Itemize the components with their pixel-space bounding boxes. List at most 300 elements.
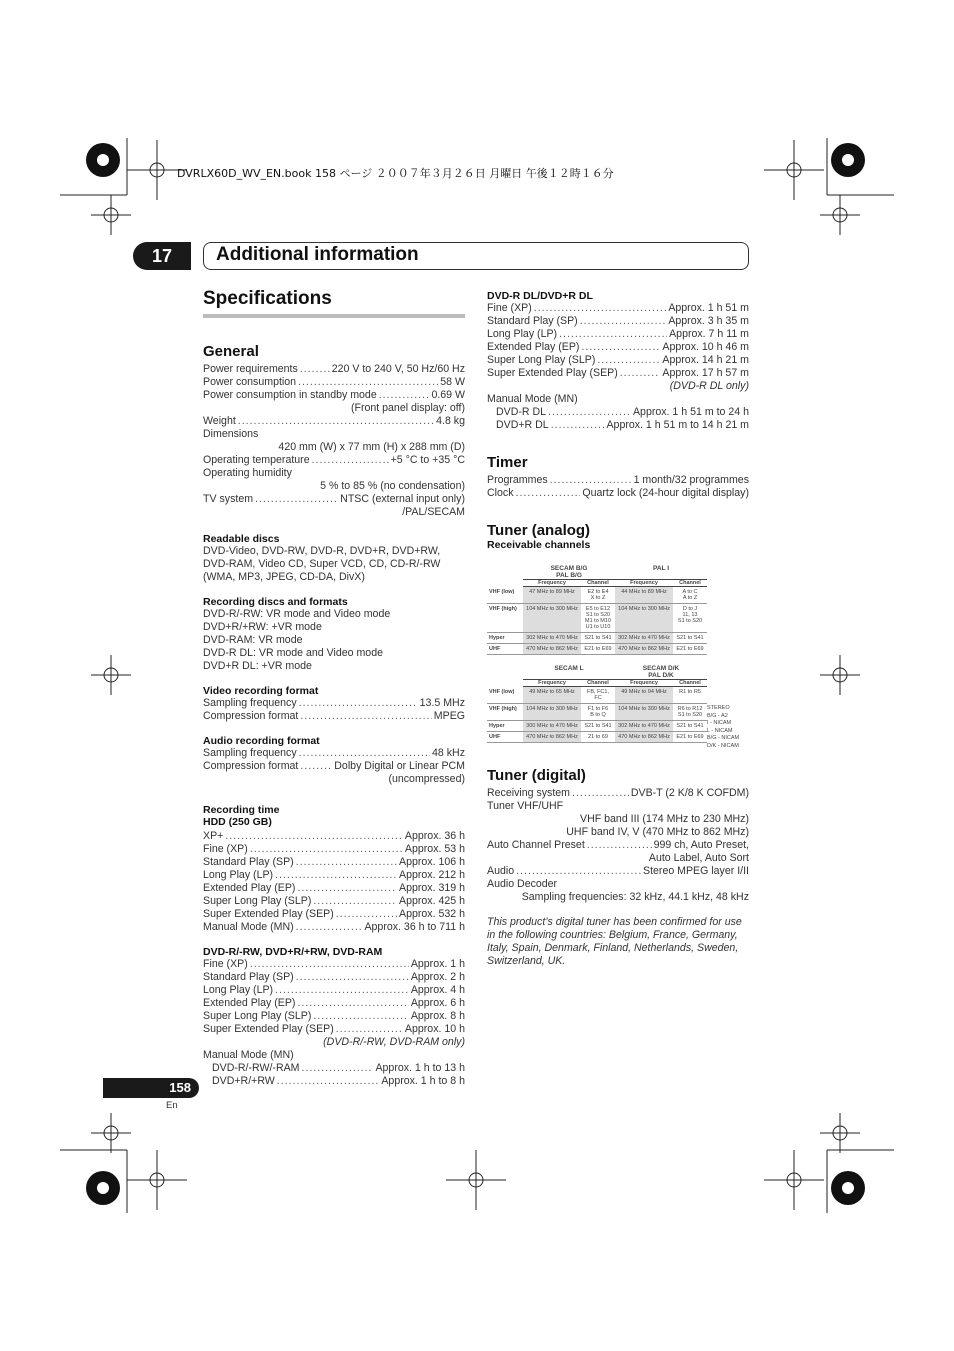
spec-value: 4.8 kg (436, 415, 465, 427)
spec-row (487, 787, 749, 800)
spec-label: Super Long Play (SLP) (203, 895, 312, 907)
dvd-rw-heading: DVD-R/-RW, DVD+R/+RW, DVD-RAM (203, 946, 383, 958)
title-rule (203, 314, 465, 318)
recording-discs-list (203, 608, 465, 673)
band-label: VHF (low) (487, 587, 523, 604)
channel-cell: S21 to S41 (673, 633, 707, 644)
page-number: 158 (103, 1078, 199, 1098)
spec-value: NTSC (external input only) (340, 493, 465, 505)
dot-leader (620, 367, 661, 380)
spec-label: DVD+R/+RW (212, 1075, 275, 1087)
stereo-notes: STEREO B/G - A2 I - NICAM L - NICAM B/G - NICAM D/K - NICAM (707, 705, 740, 749)
channel-cell: 104 MHz to 300 MHz (615, 604, 673, 633)
channel-row (487, 644, 707, 655)
channel-cell: E21 to E69 (673, 732, 707, 743)
spec-label: Sampling frequency (203, 747, 297, 759)
text-line: (WMA, MP3, JPEG, CD-DA, DivX) (203, 571, 365, 583)
spec-label: Audio Decoder (487, 878, 558, 890)
column-header: Channel (581, 680, 615, 687)
digital-tuner-note (487, 916, 749, 968)
dot-leader (313, 895, 397, 908)
spec-row (203, 869, 465, 882)
dvd-rw-manual-times (203, 1062, 465, 1088)
spec-label: Extended Play (EP) (487, 341, 580, 353)
spec-label: Standard Play (SP) (487, 315, 578, 327)
spec-value: Approx. 1 h (410, 958, 465, 970)
video-format-specs (203, 697, 465, 723)
recording-time-heading: Recording time (203, 804, 280, 816)
dvd-dl-manual-label: Manual Mode (MN) (487, 393, 578, 405)
chapter-title: Additional information (216, 244, 419, 265)
spec-value: (uncompressed) (388, 773, 465, 785)
dot-leader (336, 908, 397, 921)
channel-cell: 44 MHz to 89 MHz (615, 587, 673, 604)
text-line: DVD+R DL: +VR mode (203, 660, 312, 672)
band-label: Hyper (487, 721, 523, 732)
spec-row (203, 415, 465, 428)
spec-value: Approx. 36 h (404, 830, 465, 842)
system-header: PAL I (615, 565, 707, 580)
column-header: Frequency (615, 680, 673, 687)
spec-value: Approx. 212 h (399, 869, 465, 881)
dot-leader (275, 869, 397, 882)
channel-row (487, 587, 707, 604)
channel-cell: 302 MHz to 470 MHz (523, 633, 581, 644)
spec-label: Power consumption in standby mode (203, 389, 377, 401)
spec-row (203, 402, 465, 415)
dvd-rw-note: (DVD-R/-RW, DVD-RAM only) (323, 1036, 465, 1048)
specifications-title: Specifications (203, 288, 332, 309)
spec-label: Audio (487, 865, 515, 877)
dot-leader (298, 376, 438, 389)
text-line: in the following countries: Belgium, France, Germany, (487, 929, 738, 941)
band-label: Hyper (487, 633, 523, 644)
channel-cell: 49 MHz to 65 MHz (523, 687, 581, 704)
file-header: DVRLX60D_WV_EN.book 158 ページ ２００７年３月２６日 月曜日 午後１２時１６分 (177, 167, 614, 180)
spec-label: Fine (XP) (203, 843, 248, 855)
spec-row (487, 852, 749, 865)
spec-value: Dolby Digital or Linear PCM (334, 760, 465, 772)
spec-value: 999 ch, Auto Preset, (653, 839, 749, 851)
channel-cell: D to J 11, 13 S1 to S20 (673, 604, 707, 633)
spec-value: DVB-T (2 K/8 K COFDM) (630, 787, 749, 799)
left-column (203, 288, 465, 1088)
spec-label: Super Long Play (SLP) (203, 1010, 312, 1022)
spec-row (487, 328, 749, 341)
page-language: En (166, 1100, 178, 1111)
channel-cell: 302 MHz to 470 MHz (615, 721, 673, 732)
spec-label: Extended Play (EP) (203, 882, 296, 894)
spec-label: DVD-R DL (496, 406, 547, 418)
spec-label: Power consumption (203, 376, 297, 388)
column-header: Frequency (523, 680, 581, 687)
spec-value: Approx. 532 h (399, 908, 465, 920)
video-format-heading: Video recording format (203, 685, 319, 697)
band-label: UHF (487, 644, 523, 655)
spec-row (203, 454, 465, 467)
dot-leader (297, 882, 397, 895)
column-header: Channel (673, 580, 707, 587)
spec-label: Compression format (203, 760, 299, 772)
spec-row (203, 428, 465, 441)
header-spacer (487, 580, 523, 587)
dot-leader (299, 747, 430, 760)
channel-cell: E21 to E69 (581, 644, 615, 655)
band-label: VHF (high) (487, 604, 523, 633)
text-line: DVD-RAM: VR mode (203, 634, 303, 646)
channel-table-2 (487, 665, 749, 749)
spec-value: Approx. 8 h (410, 1010, 465, 1022)
spec-row (203, 1010, 465, 1023)
spec-value: 48 kHz (432, 747, 465, 759)
spec-label: Super Long Play (SLP) (487, 354, 596, 366)
spec-label: Long Play (LP) (203, 984, 274, 996)
spec-value: 1 month/32 programmes (633, 474, 749, 486)
spec-label: Super Extended Play (SEP) (203, 908, 334, 920)
tuner-analog-heading: Tuner (analog) (487, 522, 591, 539)
spec-value: VHF band III (174 MHz to 230 MHz) (580, 813, 749, 825)
spec-label: XP+ (203, 830, 224, 842)
spec-row (203, 480, 465, 493)
channel-cell: 104 MHz to 300 MHz (523, 704, 581, 721)
channel-cell: 470 MHz to 862 MHz (615, 732, 673, 743)
spec-row (203, 921, 465, 934)
spec-row (487, 487, 749, 500)
spec-row (487, 315, 749, 328)
column-header: Channel (581, 580, 615, 587)
audio-format-specs (203, 747, 465, 786)
spec-row (203, 760, 465, 773)
spec-value: 420 mm (W) x 77 mm (H) x 288 mm (D) (278, 441, 465, 453)
hdd-recording-times (203, 830, 465, 934)
spec-label: Power requirements (203, 363, 298, 375)
spec-label: DVD+R DL (496, 419, 549, 431)
spec-row (487, 354, 749, 367)
spec-row (212, 1062, 465, 1075)
spec-value: Approx. 1 h 51 m to 24 h (632, 406, 749, 418)
dot-leader (534, 302, 667, 315)
channel-cell: E2 to E4 X to Z (581, 587, 615, 604)
spec-value: Approx. 1 h 51 m to 14 h 21 m (606, 419, 749, 431)
spec-label: Extended Play (EP) (203, 997, 296, 1009)
dot-leader (250, 843, 403, 856)
dot-leader (312, 454, 389, 467)
dvd-dl-note: (DVD-R DL only) (669, 380, 749, 392)
channel-cell: F1 to F6 B to Q (581, 704, 615, 721)
channel-cell: S21 to S41 (581, 633, 615, 644)
spec-value: Approx. 36 h to 711 h (364, 921, 465, 933)
spec-value: Approx. 1 h to 8 h (381, 1075, 465, 1087)
spec-row (487, 891, 749, 904)
dvd-rw-manual-label: Manual Mode (MN) (203, 1049, 294, 1061)
spec-row (203, 747, 465, 760)
spec-row (487, 878, 749, 891)
spec-row (487, 826, 749, 839)
dot-leader (296, 921, 363, 934)
spec-row (203, 843, 465, 856)
channel-cell: 21 to 69 (581, 732, 615, 743)
spec-row (203, 363, 465, 376)
spec-value: Approx. 4 h (410, 984, 465, 996)
spec-label: Standard Play (SP) (203, 971, 294, 983)
dot-leader (302, 1062, 374, 1075)
spec-label: TV system (203, 493, 254, 505)
channel-cell: E21 to E69 (673, 644, 707, 655)
spec-row (487, 474, 749, 487)
dot-leader (559, 328, 667, 341)
channel-cell: S21 to S41 (581, 721, 615, 732)
spec-value: Approx. 7 h 11 m (669, 328, 749, 340)
spec-row (203, 467, 465, 480)
spec-value: (Front panel display: off) (350, 402, 465, 414)
spec-label: Long Play (LP) (487, 328, 558, 340)
text-line: DVD-Video, DVD-RW, DVD-R, DVD+R, DVD+RW, (203, 545, 441, 557)
text-line: This product’s digital tuner has been confirmed for use (487, 916, 742, 928)
text-line: Switzerland, UK. (487, 955, 566, 967)
spec-row (203, 958, 465, 971)
timer-heading: Timer (487, 454, 528, 471)
spec-value: +5 °C to +35 °C (390, 454, 465, 466)
dot-leader (587, 839, 652, 852)
channel-cell: 300 MHz to 470 MHz (523, 721, 581, 732)
channel-row (487, 704, 707, 721)
general-specs (203, 363, 465, 519)
spec-row (487, 839, 749, 852)
spec-row (203, 830, 465, 843)
spec-value: UHF band IV, V (470 MHz to 862 MHz) (566, 826, 749, 838)
channel-row (487, 633, 707, 644)
spec-row (487, 302, 749, 315)
spec-label: Fine (XP) (487, 302, 532, 314)
channel-row (487, 721, 707, 732)
general-heading: General (203, 343, 259, 360)
column-header: Frequency (523, 580, 581, 587)
channel-table-1 (487, 565, 749, 655)
spec-label: Auto Channel Preset (487, 839, 585, 851)
recording-discs-heading: Recording discs and formats (203, 596, 348, 608)
dot-leader (297, 997, 408, 1010)
spec-label: Manual Mode (MN) (203, 921, 294, 933)
dot-leader (277, 1075, 380, 1088)
spec-value: Approx. 1 h to 13 h (375, 1062, 465, 1074)
spec-label: DVD-R/-RW/-RAM (212, 1062, 300, 1074)
dvd-dl-heading: DVD-R DL/DVD+R DL (487, 290, 593, 302)
spec-value: 5 % to 85 % (no condensation) (320, 480, 465, 492)
channel-cell: A to C A to Z (673, 587, 707, 604)
system-header: SECAM B/G PAL B/G (523, 565, 615, 580)
receivable-channels-heading: Receivable channels (487, 539, 591, 551)
spec-row (203, 997, 465, 1010)
spec-label: Weight (203, 415, 236, 427)
spec-value: Sampling frequencies: 32 kHz, 44.1 kHz, 48 kHz (521, 891, 749, 903)
spec-value: Approx. 17 h 57 m (662, 367, 749, 379)
channel-cell: S21 to S41 (673, 721, 707, 732)
dvd-dl-manual-times (487, 406, 749, 432)
spec-value: Approx. 2 h (410, 971, 465, 983)
channel-cell: 470 MHz to 862 MHz (615, 644, 673, 655)
system-header: SECAM D/K PAL D/K (615, 665, 707, 680)
spec-row (487, 341, 749, 354)
spec-row (203, 710, 465, 723)
header-spacer (487, 565, 523, 580)
text-line: DVD+R/+RW: +VR mode (203, 621, 322, 633)
dot-leader (275, 984, 409, 997)
dot-leader (300, 710, 431, 723)
band-label: VHF (high) (487, 704, 523, 721)
dot-leader (300, 760, 332, 773)
spec-label: Programmes (487, 474, 548, 486)
spec-value: Approx. 53 h (404, 843, 465, 855)
header-spacer (487, 665, 523, 680)
audio-format-heading: Audio recording format (203, 735, 320, 747)
spec-value: 0.69 W (431, 389, 465, 401)
spec-value: Approx. 10 h 46 m (662, 341, 749, 353)
channel-cell: FB, FC1, FC (581, 687, 615, 704)
channel-cell: 470 MHz to 862 MHz (523, 732, 581, 743)
spec-label: Super Extended Play (SEP) (203, 1023, 334, 1035)
spec-label: Tuner VHF/UHF (487, 800, 564, 812)
spec-row (203, 971, 465, 984)
spec-value: Auto Label, Auto Sort (648, 852, 749, 864)
spec-row (203, 697, 465, 710)
spec-row (203, 984, 465, 997)
spec-row (203, 908, 465, 921)
spec-value: Approx. 10 h (404, 1023, 465, 1035)
hdd-heading: HDD (250 GB) (203, 816, 272, 828)
readable-discs-list (203, 545, 465, 584)
band-label: UHF (487, 732, 523, 743)
spec-value: Quartz lock (24-hour digital display) (582, 487, 749, 499)
column-header: Frequency (615, 580, 673, 587)
channel-row (487, 604, 707, 633)
column-header: Channel (673, 680, 707, 687)
spec-value: Approx. 106 h (399, 856, 465, 868)
channel-cell: 47 MHz to 89 MHz (523, 587, 581, 604)
dot-leader (516, 487, 581, 500)
text-line: DVD-RAM, Video CD, Super VCD, CD, CD-R/-RW (203, 558, 441, 570)
spec-value: 58 W (440, 376, 465, 388)
spec-label: Compression format (203, 710, 299, 722)
spec-label: Standard Play (SP) (203, 856, 294, 868)
system-header: SECAM L (523, 665, 615, 680)
spec-row (203, 493, 465, 506)
channel-row (487, 732, 707, 743)
spec-row (496, 419, 749, 432)
spec-row (496, 406, 749, 419)
spec-row (487, 813, 749, 826)
header-spacer (487, 680, 523, 687)
dot-leader (548, 406, 631, 419)
spec-value: Approx. 14 h 21 m (662, 354, 749, 366)
spec-row (203, 506, 465, 519)
dot-leader (238, 415, 434, 428)
spec-value: Approx. 3 h 35 m (668, 315, 749, 327)
spec-label: Super Extended Play (SEP) (487, 367, 618, 379)
dot-leader (572, 787, 629, 800)
spec-row (203, 882, 465, 895)
dot-leader (250, 958, 409, 971)
spec-row (203, 856, 465, 869)
spec-value: Approx. 1 h 51 m (668, 302, 749, 314)
channel-cell: 470 MHz to 862 MHz (523, 644, 581, 655)
text-line: DVD-R DL: VR mode and Video mode (203, 647, 383, 659)
spec-value: Approx. 425 h (399, 895, 465, 907)
spec-value: 13.5 MHz (419, 697, 465, 709)
spec-label: Operating humidity (203, 467, 292, 479)
spec-label: Dimensions (203, 428, 259, 440)
chapter-number: 17 (133, 242, 191, 270)
channel-cell: 49 MHz to 94 MHz (615, 687, 673, 704)
dot-leader (516, 865, 641, 878)
spec-label: Clock (487, 487, 514, 499)
timer-specs (487, 474, 749, 500)
channel-cell: E5 to E12 S1 to S20 M1 to M10 U1 to U10 (581, 604, 615, 633)
channel-cell: 104 MHz to 300 MHz (523, 604, 581, 633)
spec-label: Fine (XP) (203, 958, 248, 970)
band-label: VHF (low) (487, 687, 523, 704)
spec-value: Approx. 6 h (410, 997, 465, 1009)
tuner-digital-specs (487, 787, 749, 904)
text-line: DVD-R/-RW: VR mode and Video mode (203, 608, 391, 620)
right-column (487, 290, 749, 968)
spec-row (203, 376, 465, 389)
dot-leader (550, 474, 632, 487)
spec-row (203, 441, 465, 454)
spec-row (203, 1023, 465, 1036)
spec-label: Operating temperature (203, 454, 310, 466)
dot-leader (581, 341, 660, 354)
dot-leader (296, 856, 397, 869)
channel-cell: 302 MHz to 470 MHz (615, 633, 673, 644)
dot-leader (597, 354, 660, 367)
dot-leader (300, 363, 330, 376)
spec-value: MPEG (433, 710, 465, 722)
readable-discs-heading: Readable discs (203, 533, 280, 545)
dot-leader (379, 389, 430, 402)
dvd-dl-recording-times (487, 302, 749, 380)
dvd-rw-recording-times (203, 958, 465, 1036)
dot-leader (296, 971, 409, 984)
dot-leader (580, 315, 667, 328)
channel-cell: R6 to R12 S1 to S20 (673, 704, 707, 721)
dot-leader (313, 1010, 408, 1023)
spec-value: Stereo MPEG layer I/II (643, 865, 749, 877)
spec-label: Long Play (LP) (203, 869, 274, 881)
channel-cell: 104 MHz to 300 MHz (615, 704, 673, 721)
dot-leader (551, 419, 605, 432)
spec-value: 220 V to 240 V, 50 Hz/60 Hz (331, 363, 465, 375)
spec-row (203, 389, 465, 402)
text-line: Italy, Spain, Denmark, Finland, Netherlands, Sweden, (487, 942, 739, 954)
dot-leader (299, 697, 418, 710)
channel-cell: R1 to R5 (673, 687, 707, 704)
spec-row (487, 800, 749, 813)
spec-value: /PAL/SECAM (402, 506, 465, 518)
spec-row (487, 367, 749, 380)
spec-value: Approx. 319 h (399, 882, 465, 894)
spec-label: Receiving system (487, 787, 571, 799)
spec-row (487, 865, 749, 878)
spec-row (203, 773, 465, 786)
dot-leader (255, 493, 338, 506)
channel-row (487, 687, 707, 704)
tuner-digital-heading: Tuner (digital) (487, 767, 586, 784)
spec-label: Sampling frequency (203, 697, 297, 709)
spec-row (203, 895, 465, 908)
dot-leader (336, 1023, 403, 1036)
spec-row (212, 1075, 465, 1088)
dot-leader (225, 830, 403, 843)
